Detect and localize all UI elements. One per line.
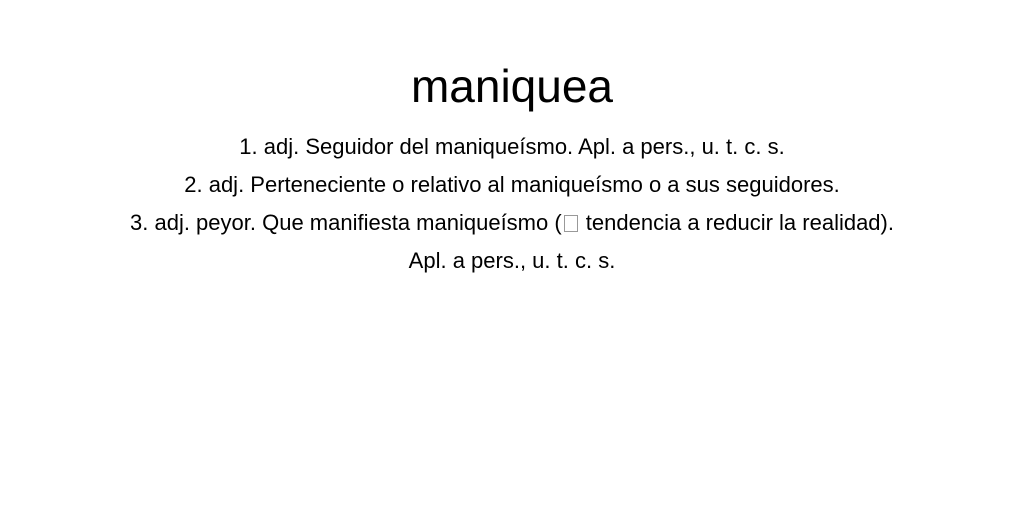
definition-line-3-end: tendencia a reducir la realidad).	[579, 210, 894, 235]
definition-line-2: 2. adj. Perteneciente o relativo al maniqueísmo o a sus seguidores.	[184, 172, 840, 197]
definition-line-3	[0, 204, 1024, 242]
definition-line-1: 1. adj. Seguidor del maniqueísmo. Apl. a pers., u. t. c. s.	[239, 134, 785, 159]
definition-line-3-start: 3. adj. peyor. Que manifiesta maniqueísmo (	[130, 210, 562, 235]
headword: maniquea	[410, 60, 614, 112]
missing-glyph-icon	[564, 215, 578, 232]
definition-line-4: Apl. a pers., u. t. c. s.	[408, 248, 616, 273]
definition-list	[0, 128, 1024, 280]
